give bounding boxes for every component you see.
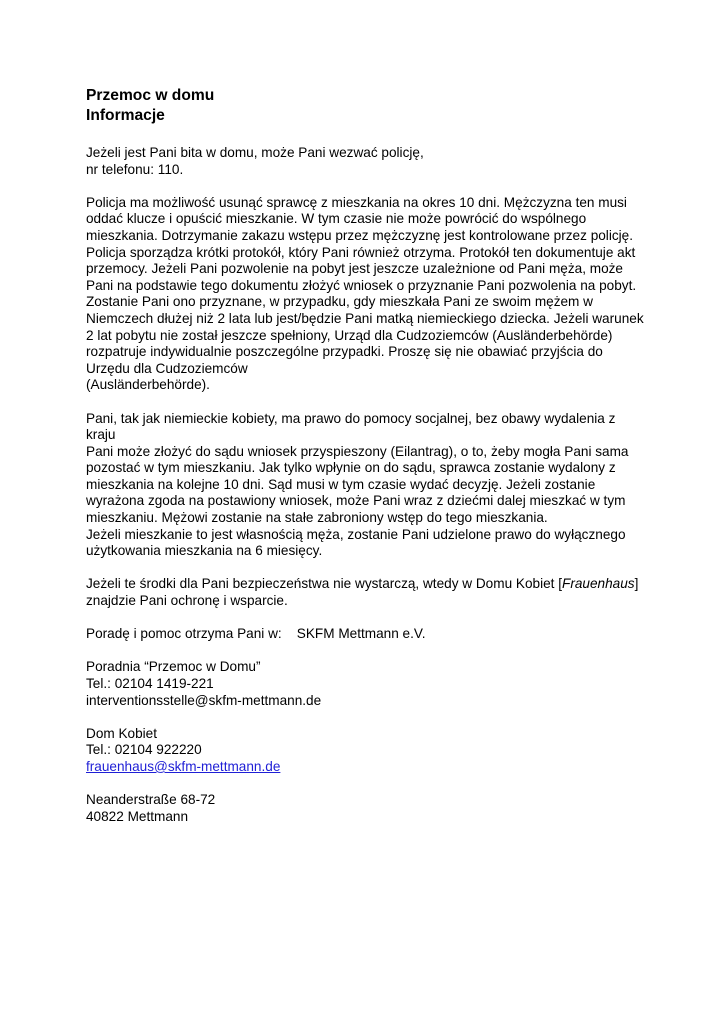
- shelter-paragraph: [86, 576, 686, 609]
- text-line: Policja ma możliwość usunąć sprawcę z mieszkania na okres 10 dni. Mężczyzna ten musi: [86, 194, 627, 210]
- document-page: [86, 86, 686, 825]
- text-line: przemocy. Jeżeli Pani pozwolenie na pobyt jest jeszcze uzależnione od Pani męża, może: [86, 261, 623, 277]
- heading-block: [86, 86, 686, 125]
- page-subtitle: Informacje: [86, 106, 165, 124]
- womens-house-name: Dom Kobiet: [86, 725, 158, 741]
- text-line: pozostać w tym mieszkaniu. Jak tylko wpłynie on do sądu, sprawca zostanie wydalony z: [86, 460, 616, 476]
- counseling-name: Poradnia “Przemoc w Domu”: [86, 659, 261, 675]
- text-line: [86, 576, 686, 593]
- shelter-text-start: Jeżeli te środki dla Pani bezpieczeństwa nie wystarczą, wtedy w Domu Kobiet [: [86, 576, 563, 592]
- womens-house-email-link[interactable]: frauenhaus@skfm-mettmann.de: [86, 758, 281, 774]
- text-line: mieszkania. Dotrzymanie zakazu wstępu przez mężczyznę jest kontrolowane przez policję.: [86, 227, 634, 243]
- text-line: nr telefonu: 110.: [86, 161, 184, 177]
- text-line: mieszkania na kolejne 10 dni. Sąd musi w tym czasie wydać decyzję. Jeżeli zostanie: [86, 476, 596, 492]
- counseling-email: interventionsstelle@skfm-mettmann.de: [86, 692, 322, 708]
- help-line: [86, 626, 686, 643]
- text-line: rozpatruje indywidualnie poszczególne przypadki. Proszę się nie obawiać przyjścia do: [86, 344, 603, 360]
- text-line: Pani może złożyć do sądu wniosek przyspieszony (Eilantrag), o to, żeby mogła Pani sama: [86, 443, 629, 459]
- text-line: Niemczech dłużej niż 2 lata lub jest/będzie Pani matką niemieckiego dziecka. Jeżeli warunek: [86, 310, 644, 326]
- help-label: Poradę i pomoc otrzyma Pani w:: [86, 626, 282, 642]
- counseling-contact: [86, 659, 686, 709]
- address-street: Neanderstraße 68-72: [86, 792, 216, 808]
- text-line: kraju: [86, 427, 116, 443]
- frauenhaus-term: Frauenhaus: [562, 576, 635, 592]
- rights-paragraph: [86, 411, 686, 560]
- intro-paragraph: [86, 145, 686, 178]
- womens-house-phone: Tel.: 02104 922220: [86, 742, 202, 758]
- shelter-text-end: ]: [634, 576, 639, 592]
- police-paragraph: [86, 195, 686, 394]
- text-line: Urzędu dla Cudzoziemców: [86, 360, 248, 376]
- address-city: 40822 Mettmann: [86, 808, 189, 824]
- text-line: Jeżeli jest Pani bita w domu, może Pani wezwać policję,: [86, 145, 424, 160]
- text-line: Zostanie Pani ono przyznane, w przypadku, gdy mieszkała Pani ze swoim mężem w: [86, 294, 593, 310]
- organization-name: SKFM Mettmann e.V.: [296, 626, 426, 642]
- page-title: Przemoc w domu: [86, 87, 215, 104]
- text-line: Policja sporządza krótki protokół, który Pani również otrzyma. Protokół ten dokumentuje akt: [86, 244, 636, 260]
- text-line: [86, 759, 686, 776]
- address-block: [86, 792, 686, 825]
- text-line: oddać klucze i opuścić mieszkanie. W tym czasie nie może powrócić do wspólnego: [86, 211, 587, 227]
- text-line: wyrażona zgoda na postawiony wniosek, może Pani wraz z dziećmi dalej mieszkać w tym: [86, 493, 626, 509]
- counseling-phone: Tel.: 02104 1419-221: [86, 676, 214, 691]
- text-line: Jeżeli mieszkanie to jest własnością męża, zostanie Pani udzielone prawo do wyłącznego: [86, 526, 626, 542]
- text-line: znajdzie Pani ochronę i wsparcie.: [86, 593, 288, 609]
- womens-house-contact: [86, 726, 686, 776]
- text-line: 2 lat pobytu nie został jeszcze spełniony, Urząd dla Cudzoziemców (Ausländerbehörde): [86, 327, 613, 343]
- text-line: Pani na podstawie tego dokumentu złożyć wniosek o przyznanie Pani pozwolenia na pobyt.: [86, 277, 637, 293]
- text-line: (Ausländerbehörde).: [86, 377, 210, 393]
- text-line: Pani, tak jak niemieckie kobiety, ma prawo do pomocy socjalnej, bez obawy wydalenia z: [86, 410, 616, 426]
- text-line: [86, 626, 686, 643]
- text-line: użytkowania mieszkania na 6 miesięcy.: [86, 543, 323, 559]
- text-line: mieszkaniu. Mężowi zostanie na stałe zabroniony wstęp do tego mieszkania.: [86, 510, 548, 526]
